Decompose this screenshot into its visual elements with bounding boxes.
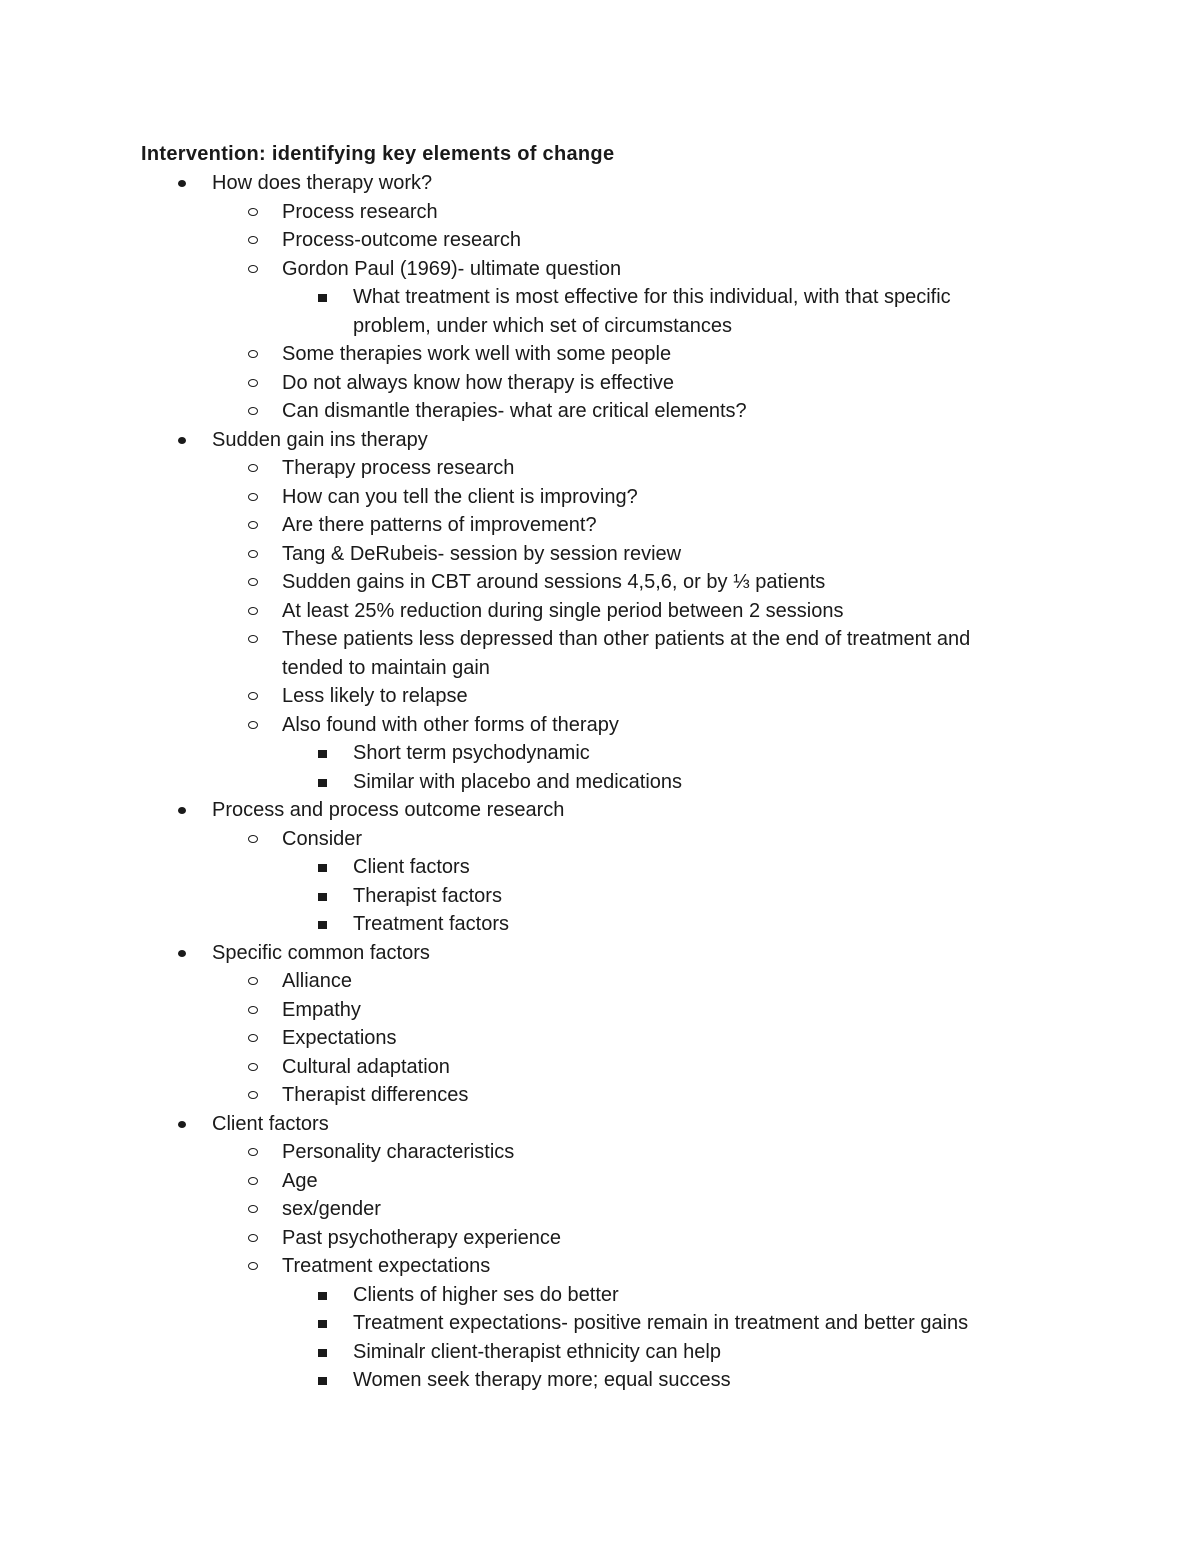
list-item-level-2 bbox=[0, 1252, 1200, 1281]
list-item-text: Alliance bbox=[282, 970, 353, 992]
list-item-level-3 bbox=[0, 739, 1200, 768]
filled-circle-bullet-icon bbox=[178, 807, 186, 814]
hollow-circle-bullet-icon bbox=[248, 1006, 258, 1014]
list-item-level-3 bbox=[0, 283, 1200, 340]
list-item-level-2 bbox=[0, 967, 1200, 996]
filled-circle-bullet-icon bbox=[178, 437, 186, 444]
list-item-text: These patients less depressed than other patients at the end of treatment and tended to maintain gain bbox=[282, 628, 971, 679]
hollow-circle-bullet-icon bbox=[248, 635, 258, 643]
list-item-text: Also found with other forms of therapy bbox=[282, 713, 619, 736]
list-item-text: Gordon Paul (1969)- ultimate question bbox=[282, 257, 622, 280]
list-item-level-3 bbox=[0, 1366, 1200, 1395]
list-item-level-2 bbox=[0, 1081, 1200, 1110]
bullet-outline bbox=[0, 169, 1200, 1395]
list-item-text: Do not always know how therapy is effective bbox=[282, 371, 675, 394]
list-item-text: Empathy bbox=[282, 998, 361, 1021]
list-item-text: Tang & DeRubeis- session by session review bbox=[282, 542, 682, 565]
hollow-circle-bullet-icon bbox=[248, 1262, 258, 1270]
list-item-text: Some therapies work well with some people bbox=[282, 343, 672, 365]
hollow-circle-bullet-icon bbox=[248, 350, 258, 358]
list-item-level-2 bbox=[0, 568, 1200, 597]
filled-square-bullet-icon bbox=[318, 779, 327, 787]
filled-square-bullet-icon bbox=[318, 921, 327, 929]
list-item-level-2 bbox=[0, 340, 1200, 369]
list-item-text: Sudden gains in CBT around sessions 4,5,6, or by ⅓ patients bbox=[282, 571, 826, 593]
list-item-level-2 bbox=[0, 625, 1200, 682]
list-item-text: How can you tell the client is improving? bbox=[282, 485, 638, 508]
hollow-circle-bullet-icon bbox=[248, 464, 258, 472]
list-item-text: Age bbox=[282, 1169, 318, 1192]
hollow-circle-bullet-icon bbox=[248, 379, 258, 387]
list-item-text: Process-outcome research bbox=[282, 229, 521, 251]
list-item-level-2 bbox=[0, 226, 1200, 255]
document-title: Intervention: identifying key elements of change bbox=[141, 143, 615, 165]
list-item-level-1 bbox=[0, 169, 1200, 198]
filled-circle-bullet-icon bbox=[178, 1121, 186, 1128]
list-item-text: Therapist differences bbox=[282, 1084, 469, 1106]
list-item-level-2 bbox=[0, 1053, 1200, 1082]
list-item-text: Therapy process research bbox=[282, 457, 515, 479]
list-item-level-3 bbox=[0, 853, 1200, 882]
list-item-level-2 bbox=[0, 1224, 1200, 1253]
list-item-level-2 bbox=[0, 711, 1200, 740]
list-item-level-2 bbox=[0, 1167, 1200, 1196]
hollow-circle-bullet-icon bbox=[248, 208, 258, 216]
list-item-text: Past psychotherapy experience bbox=[282, 1226, 562, 1249]
hollow-circle-bullet-icon bbox=[248, 578, 258, 586]
hollow-circle-bullet-icon bbox=[248, 407, 258, 415]
list-item-level-2 bbox=[0, 255, 1200, 284]
filled-circle-bullet-icon bbox=[178, 180, 186, 187]
list-item-level-2 bbox=[0, 597, 1200, 626]
list-item-level-3 bbox=[0, 768, 1200, 797]
hollow-circle-bullet-icon bbox=[248, 1034, 258, 1042]
filled-square-bullet-icon bbox=[318, 1292, 327, 1300]
list-item-level-2 bbox=[0, 825, 1200, 854]
list-item-text: Therapist factors bbox=[353, 884, 502, 907]
filled-square-bullet-icon bbox=[318, 294, 327, 302]
list-item-level-2 bbox=[0, 682, 1200, 711]
list-item-text: Treatment factors bbox=[353, 913, 509, 935]
list-item-level-1 bbox=[0, 796, 1200, 825]
list-item-text: Sudden gain ins therapy bbox=[212, 428, 428, 451]
list-item-level-2 bbox=[0, 454, 1200, 483]
filled-square-bullet-icon bbox=[318, 864, 327, 872]
list-item-level-1 bbox=[0, 939, 1200, 968]
list-item-text: Less likely to relapse bbox=[282, 685, 468, 707]
list-item-level-3 bbox=[0, 910, 1200, 939]
list-item-text: Client factors bbox=[353, 856, 470, 878]
filled-square-bullet-icon bbox=[318, 893, 327, 901]
list-item-text: sex/gender bbox=[282, 1198, 381, 1220]
hollow-circle-bullet-icon bbox=[248, 692, 258, 700]
filled-square-bullet-icon bbox=[318, 1320, 327, 1328]
list-item-text: Client factors bbox=[212, 1112, 329, 1135]
list-item-level-2 bbox=[0, 1024, 1200, 1053]
hollow-circle-bullet-icon bbox=[248, 521, 258, 529]
list-item-level-2 bbox=[0, 1138, 1200, 1167]
hollow-circle-bullet-icon bbox=[248, 977, 258, 985]
list-item-level-3 bbox=[0, 1309, 1200, 1338]
list-item-text: Specific common factors bbox=[212, 941, 430, 964]
list-item-text: Treatment expectations bbox=[282, 1255, 491, 1277]
filled-square-bullet-icon bbox=[318, 1377, 327, 1385]
filled-square-bullet-icon bbox=[318, 1349, 327, 1357]
list-item-level-2 bbox=[0, 198, 1200, 227]
hollow-circle-bullet-icon bbox=[248, 1205, 258, 1213]
hollow-circle-bullet-icon bbox=[248, 265, 258, 273]
list-item-text: Short term psychodynamic bbox=[353, 742, 590, 764]
hollow-circle-bullet-icon bbox=[248, 721, 258, 729]
list-item-text: At least 25% reduction during single period between 2 sessions bbox=[282, 599, 844, 622]
hollow-circle-bullet-icon bbox=[248, 1177, 258, 1185]
list-item-text: Can dismantle therapies- what are critical elements? bbox=[282, 400, 747, 422]
list-item-text: Process and process outcome research bbox=[212, 799, 565, 821]
list-item-level-2 bbox=[0, 540, 1200, 569]
hollow-circle-bullet-icon bbox=[248, 550, 258, 558]
list-item-text: Are there patterns of improvement? bbox=[282, 514, 597, 536]
list-item-level-3 bbox=[0, 1338, 1200, 1367]
filled-circle-bullet-icon bbox=[178, 950, 186, 957]
list-item-text: Clients of higher ses do better bbox=[353, 1283, 619, 1306]
hollow-circle-bullet-icon bbox=[248, 835, 258, 843]
list-item-level-2 bbox=[0, 1195, 1200, 1224]
list-item-level-2 bbox=[0, 369, 1200, 398]
list-item-level-2 bbox=[0, 511, 1200, 540]
list-item-text: Consider bbox=[282, 827, 363, 850]
list-item-text: What treatment is most effective for this individual, with that specific problem, under which set of circumstances bbox=[353, 286, 951, 337]
list-item-text: How does therapy work? bbox=[212, 172, 433, 194]
hollow-circle-bullet-icon bbox=[248, 1148, 258, 1156]
list-item-text: Personality characteristics bbox=[282, 1141, 515, 1163]
filled-square-bullet-icon bbox=[318, 750, 327, 758]
list-item-text: Siminalr client-therapist ethnicity can help bbox=[353, 1340, 721, 1363]
list-item-text: Expectations bbox=[282, 1027, 397, 1049]
list-item-level-1 bbox=[0, 426, 1200, 455]
list-item-text: Similar with placebo and medications bbox=[353, 770, 683, 793]
hollow-circle-bullet-icon bbox=[248, 1063, 258, 1071]
hollow-circle-bullet-icon bbox=[248, 607, 258, 615]
hollow-circle-bullet-icon bbox=[248, 1091, 258, 1099]
list-item-level-3 bbox=[0, 1281, 1200, 1310]
list-item-level-3 bbox=[0, 882, 1200, 911]
list-item-text: Cultural adaptation bbox=[282, 1055, 450, 1078]
hollow-circle-bullet-icon bbox=[248, 1234, 258, 1242]
list-item-level-2 bbox=[0, 483, 1200, 512]
list-item-text: Treatment expectations- positive remain in treatment and better gains bbox=[353, 1312, 969, 1334]
hollow-circle-bullet-icon bbox=[248, 236, 258, 244]
list-item-text: Process research bbox=[282, 200, 438, 223]
list-item-level-2 bbox=[0, 397, 1200, 426]
list-item-level-1 bbox=[0, 1110, 1200, 1139]
list-item-level-2 bbox=[0, 996, 1200, 1025]
hollow-circle-bullet-icon bbox=[248, 493, 258, 501]
list-item-text: Women seek therapy more; equal success bbox=[353, 1369, 731, 1391]
